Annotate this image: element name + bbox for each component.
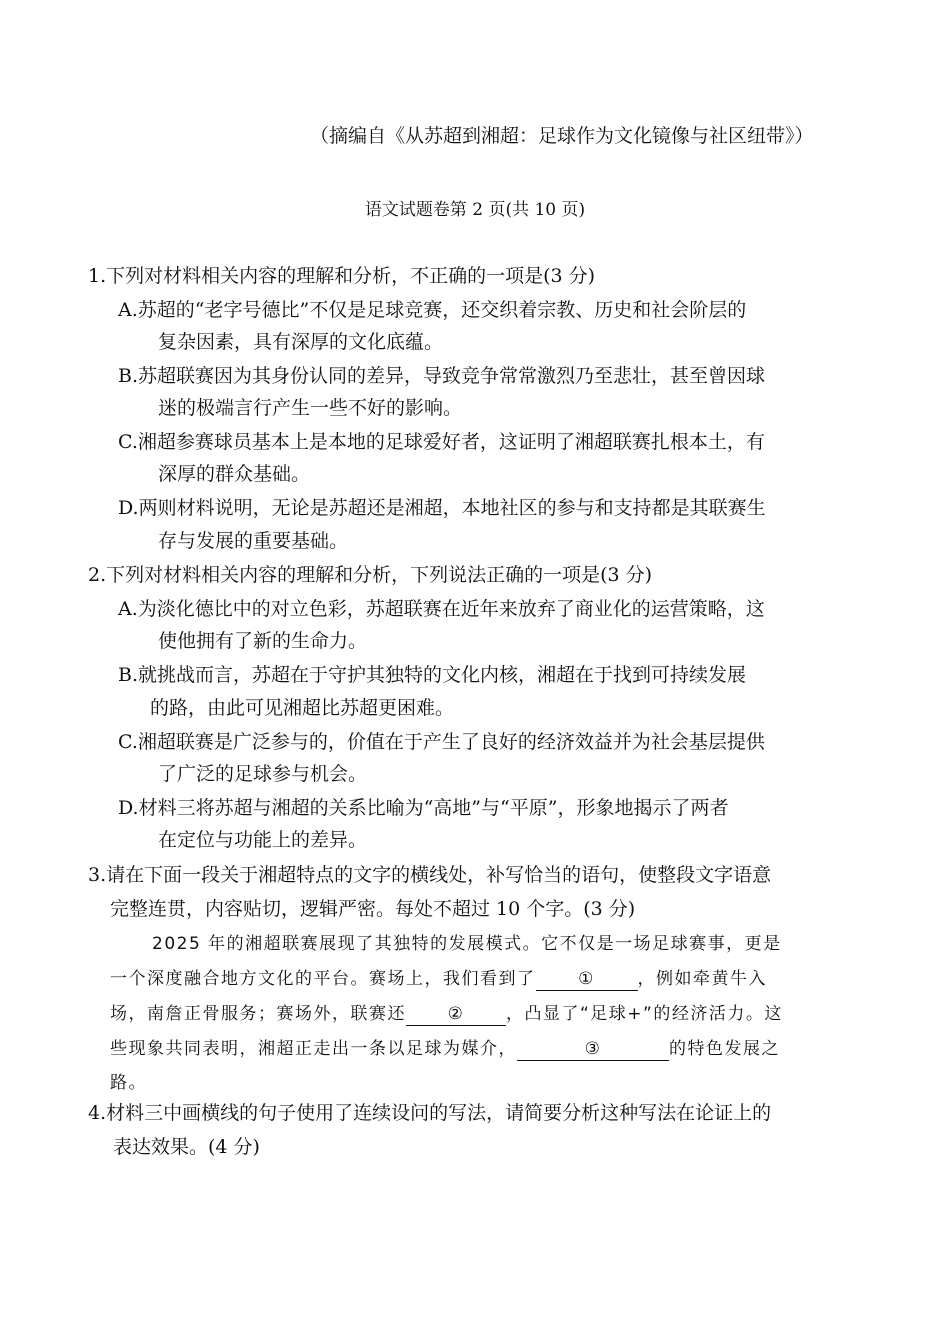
q3-passage-text: 些现象共同表明，湘超正走出一条以足球为媒介， (110, 1039, 517, 1059)
q3-passage-text: 的特色发展之 (669, 1039, 780, 1059)
question-2-stem: 2.下列对材料相关内容的理解和分析，下列说法正确的一项是(3 分) (88, 564, 653, 586)
q3-passage-line-2 (110, 965, 767, 993)
q3-passage-text: ，例如牵黄牛入 (637, 969, 767, 989)
q2-option-a: A.为淡化德比中的对立色彩，苏超联赛在近年来放弃了商业化的运营策略，这 (118, 598, 765, 620)
q1-option-a: A.苏超的“老字号德比”不仅是足球竞赛，还交织着宗教、历史和社会阶层的 (118, 299, 747, 321)
q3-passage-line-4 (110, 1035, 780, 1063)
fill-blank-2[interactable]: ② (406, 1003, 506, 1026)
question-1-stem: 1.下列对材料相关内容的理解和分析，不正确的一项是(3 分) (88, 265, 596, 287)
question-4-stem-cont: 表达效果。(4 分) (113, 1136, 260, 1158)
q1-option-b: B.苏超联赛因为其身份认同的差异，导致竞争常常激烈乃至悲壮，甚至曾因球 (118, 365, 766, 387)
q3-passage-text: ，凸显了“足球+”的经济活力。这 (506, 1004, 783, 1024)
q2-option-c: C.湘超联赛是广泛参与的，价值在于产生了良好的经济效益并为社会基层提供 (118, 731, 765, 753)
page-footer: 语文试题卷第 2 页(共 10 页) (364, 200, 586, 220)
question-3-stem: 3.请在下面一段关于湘超特点的文字的横线处，补写恰当的语句，使整段文字语意 (88, 864, 772, 886)
q3-passage-line-1: 2025 年的湘超联赛展现了其独特的发展模式。它不仅是一场足球赛事，更是 (152, 934, 782, 954)
q1-option-d-cont: 存与发展的重要基础。 (158, 530, 349, 552)
fill-blank-3[interactable]: ③ (517, 1038, 669, 1061)
q1-option-d: D.两则材料说明，无论是苏超还是湘超，本地社区的参与和支持都是其联赛生 (118, 497, 766, 519)
q2-option-c-cont: 了广泛的足球参与机会。 (158, 763, 368, 785)
q2-option-b-cont: 的路，由此可见湘超比苏超更困难。 (150, 697, 455, 719)
q3-passage-text: 场，南詹正骨服务；赛场外，联赛还 (110, 1004, 406, 1024)
q2-option-d: D.材料三将苏超与湘超的关系比喻为“高地”与“平原”，形象地揭示了两者 (118, 797, 729, 819)
q3-passage-text: 一个深度融合地方文化的平台。赛场上，我们看到了 (110, 969, 536, 989)
q3-passage-line-5: 路。 (110, 1073, 147, 1093)
q1-option-c-cont: 深厚的群众基础。 (158, 463, 311, 485)
source-citation: （摘编自《从苏超到湘超：足球作为文化镜像与社区纽带》） (310, 125, 814, 147)
q1-option-b-cont: 迷的极端言行产生一些不好的影响。 (158, 397, 463, 419)
fill-blank-1[interactable]: ① (536, 968, 638, 991)
question-3-stem-cont: 完整连贯，内容贴切，逻辑严密。每处不超过 10 个字。(3 分) (110, 898, 636, 920)
q1-option-a-cont: 复杂因素，具有深厚的文化底蕴。 (158, 331, 444, 353)
q1-option-c: C.湘超参赛球员基本上是本地的足球爱好者，这证明了湘超联赛扎根本土，有 (118, 431, 765, 453)
q2-option-d-cont: 在定位与功能上的差异。 (158, 829, 368, 851)
question-4-stem: 4.材料三中画横线的句子使用了连续设问的写法，请简要分析这种写法在论证上的 (88, 1102, 772, 1124)
q3-passage-line-3 (110, 1000, 783, 1028)
q2-option-a-cont: 使他拥有了新的生命力。 (158, 630, 368, 652)
q2-option-b: B.就挑战而言，苏超在于守护其独特的文化内核，湘超在于找到可持续发展 (118, 664, 747, 686)
